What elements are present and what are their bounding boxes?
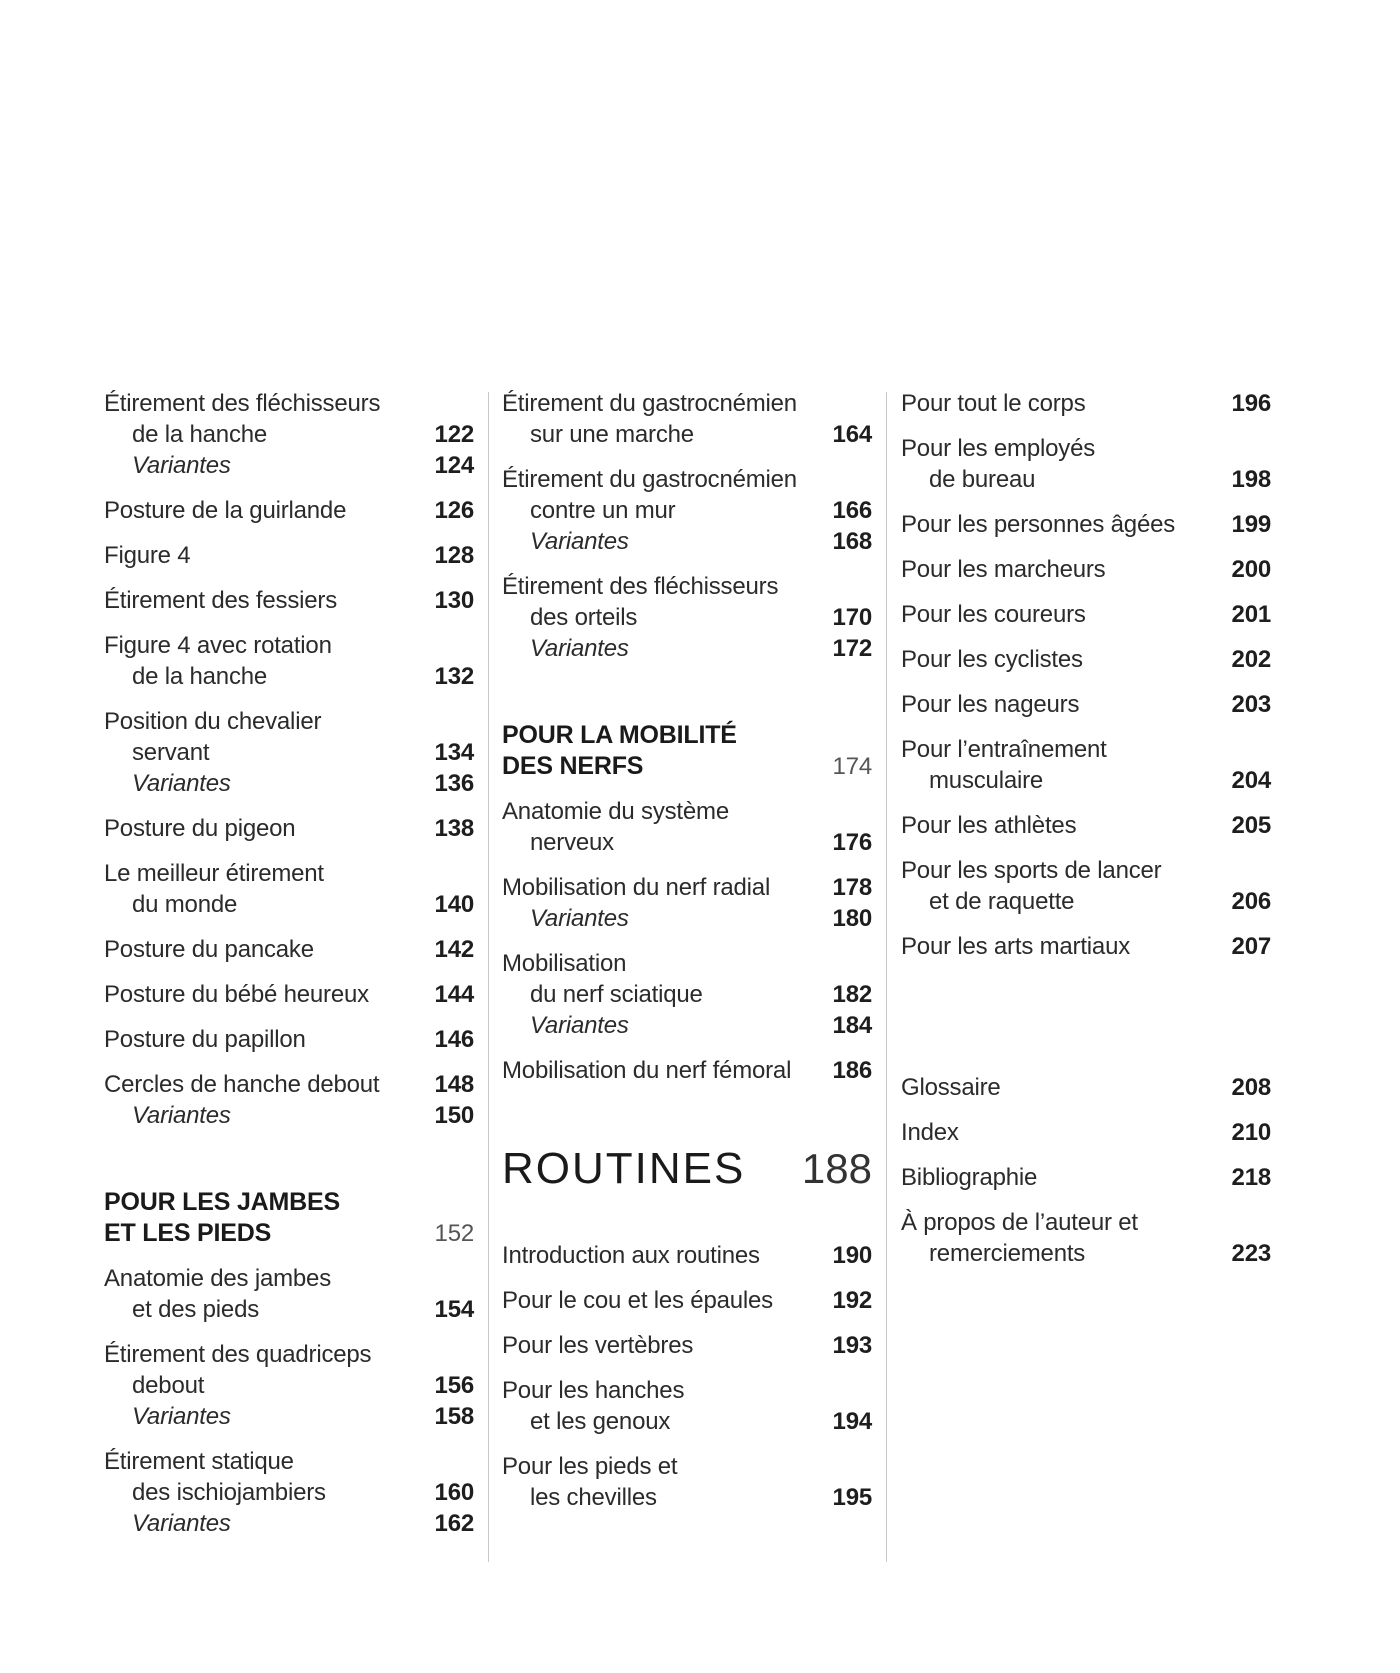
toc-entry-line: [502, 1451, 872, 1482]
toc-page-number: 156: [434, 1372, 474, 1399]
toc-page-number: 210: [1231, 1119, 1271, 1146]
toc-entry: [901, 810, 1271, 841]
toc-page-number: 218: [1231, 1164, 1271, 1191]
section-heading-line: DES NERFS: [502, 752, 644, 780]
toc-entry-line: [104, 979, 474, 1010]
toc-entry-line: [104, 1024, 474, 1055]
toc-entry-line: [104, 661, 474, 692]
toc-entry-title: Posture du bébé heureux: [104, 981, 369, 1008]
toc-entry-title: debout: [132, 1372, 205, 1399]
toc-entry: [502, 1285, 872, 1316]
toc-page-number: 204: [1231, 767, 1271, 794]
toc-entry-title: Index: [901, 1119, 959, 1146]
toc-entry-line: [104, 1370, 474, 1401]
toc-page-number: 124: [434, 452, 474, 479]
section-heading: [502, 720, 872, 782]
toc-entry-title: Mobilisation du nerf radial: [502, 874, 771, 901]
toc-entry-line: [502, 1406, 872, 1437]
toc-page-number: 168: [832, 528, 872, 555]
toc-entry: [104, 540, 474, 571]
toc-entry-line: [104, 1263, 474, 1294]
toc-entry: [901, 689, 1271, 720]
toc-page-number: 142: [434, 936, 474, 963]
toc-page-number: 184: [832, 1012, 872, 1039]
toc-entry: [502, 948, 872, 1041]
toc-entry-line: [901, 734, 1271, 765]
toc-page-number: 194: [832, 1408, 872, 1435]
toc-entry: [901, 554, 1271, 585]
toc-page-number: 170: [832, 604, 872, 631]
toc-variant-label: Variantes: [132, 452, 231, 479]
toc-entry: [901, 599, 1271, 630]
toc-page-number: 144: [434, 981, 474, 1008]
toc-entry: [901, 734, 1271, 796]
toc-entry-line: [502, 602, 872, 633]
toc-entry-line: [104, 388, 474, 419]
part-page-number: 188: [801, 1145, 872, 1192]
toc-page-number: 136: [434, 770, 474, 797]
toc-entry: [104, 388, 474, 481]
toc-page-number: 206: [1231, 888, 1271, 915]
toc-entry: [502, 1055, 872, 1086]
toc-group: [502, 388, 872, 664]
toc-entry-line: [104, 1508, 474, 1539]
toc-entry-line: [502, 796, 872, 827]
toc-entry-line: [901, 433, 1271, 464]
toc-group: [104, 388, 474, 1131]
toc-entry-title: Pour les nageurs: [901, 691, 1080, 718]
toc-entry-line: [901, 1207, 1271, 1238]
toc-entry-line: [502, 419, 872, 450]
toc-entry-title: Posture du pigeon: [104, 815, 296, 842]
section-heading-line: ET LES PIEDS: [104, 1219, 272, 1247]
toc-entry-title: Pour les pieds et: [502, 1453, 678, 1480]
toc-page-number: 126: [434, 497, 474, 524]
toc-entry-line: [502, 464, 872, 495]
toc-entry-title: sur une marche: [530, 421, 694, 448]
toc-page-number: 132: [434, 663, 474, 690]
toc-group: [901, 1072, 1271, 1269]
toc-entry-line: [901, 765, 1271, 796]
toc-entry-title: Étirement des fléchisseurs: [502, 573, 779, 600]
toc-entry-line: [104, 813, 474, 844]
toc-entry-title: remerciements: [929, 1240, 1086, 1267]
toc-page-number: 201: [1231, 601, 1271, 628]
toc-column-1: [104, 388, 474, 1553]
toc-entry-line: [901, 1162, 1271, 1193]
toc-entry-title: Cercles de hanche debout: [104, 1071, 380, 1098]
toc-entry-title: de la hanche: [132, 663, 268, 690]
toc-entry-line: [104, 1446, 474, 1477]
toc-entry-title: des orteils: [530, 604, 638, 631]
toc-page-number: 202: [1231, 646, 1271, 673]
toc-entry-title: Étirement des quadriceps: [104, 1341, 372, 1368]
toc-variant-label: Variantes: [132, 1403, 231, 1430]
toc-page-number: 180: [832, 905, 872, 932]
toc-entry-line: [502, 495, 872, 526]
toc-entry-title: Introduction aux routines: [502, 1242, 760, 1269]
toc-entry-line: [502, 979, 872, 1010]
toc-group: [502, 1240, 872, 1513]
spacer: [901, 976, 1271, 1072]
toc-entry-line: [104, 934, 474, 965]
toc-entry-title: de bureau: [929, 466, 1036, 493]
toc-entry-line: [901, 599, 1271, 630]
toc-page-number: 130: [434, 587, 474, 614]
toc-variant-label: Variantes: [132, 1102, 231, 1129]
toc-entry: [104, 813, 474, 844]
toc-entry-line: [104, 1069, 474, 1100]
toc-group: [104, 1263, 474, 1539]
section-page-number: 174: [832, 753, 872, 780]
toc-entry-line: [502, 526, 872, 557]
toc-entry-line: [901, 509, 1271, 540]
toc-entry-title: Pour les arts martiaux: [901, 933, 1131, 960]
part-title: ROUTINES: [502, 1144, 746, 1193]
toc-entry: [901, 931, 1271, 962]
toc-page-number: 138: [434, 815, 474, 842]
toc-page-number: 150: [434, 1102, 474, 1129]
toc-page-number: 164: [832, 421, 872, 448]
toc-entry: [104, 858, 474, 920]
toc-entry-line: [104, 419, 474, 450]
toc-entry: [502, 571, 872, 664]
toc-entry-title: Pour les coureurs: [901, 601, 1086, 628]
toc-entry: [502, 796, 872, 858]
toc-entry-title: Figure 4 avec rotation: [104, 632, 332, 659]
toc-entry-title: Étirement statique: [104, 1448, 294, 1475]
toc-entry-line: [104, 889, 474, 920]
toc-entry: [104, 1024, 474, 1055]
toc-entry-title: Posture de la guirlande: [104, 497, 347, 524]
toc-entry-title: Pour les cyclistes: [901, 646, 1083, 673]
toc-entry-title: Étirement des fléchisseurs: [104, 390, 381, 417]
toc-entry-title: servant: [132, 739, 210, 766]
toc-entry: [901, 855, 1271, 917]
toc-variant-label: Variantes: [530, 905, 629, 932]
toc-entry-title: À propos de l’auteur et: [901, 1209, 1138, 1236]
toc-entry: [104, 630, 474, 692]
toc-page-number: 176: [832, 829, 872, 856]
toc-entry-title: Pour les sports de lancer: [901, 857, 1162, 884]
toc-page-number: 186: [832, 1057, 872, 1084]
toc-page-number: 196: [1231, 390, 1271, 417]
column-divider: [488, 392, 489, 1562]
toc-entry: [104, 706, 474, 799]
toc-page-number: 223: [1231, 1240, 1271, 1267]
toc-entry-title: Position du chevalier: [104, 708, 322, 735]
toc-entry-title: Étirement du gastrocnémien: [502, 390, 797, 417]
toc-entry-line: [502, 827, 872, 858]
toc-entry: [502, 1375, 872, 1437]
toc-entry-title: des ischiojambiers: [132, 1479, 326, 1506]
toc-entry: [901, 1162, 1271, 1193]
toc-entry-line: [502, 903, 872, 934]
toc-entry-title: Étirement des fessiers: [104, 587, 338, 614]
toc-entry-line: [104, 585, 474, 616]
toc-entry-line: [104, 630, 474, 661]
toc-entry-line: [901, 931, 1271, 962]
toc-group: [901, 388, 1271, 962]
toc-page-number: 208: [1231, 1074, 1271, 1101]
toc-variant-label: Variantes: [132, 1510, 231, 1537]
toc-entry-title: les chevilles: [530, 1484, 657, 1511]
toc-entry-title: du monde: [132, 891, 238, 918]
toc-page-number: 198: [1231, 466, 1271, 493]
toc-page-number: 154: [434, 1296, 474, 1323]
toc-entry-title: Pour les athlètes: [901, 812, 1077, 839]
toc-entry-title: de la hanche: [132, 421, 268, 448]
toc-entry-line: [901, 1238, 1271, 1269]
toc-entry: [502, 872, 872, 934]
toc-page-number: 205: [1231, 812, 1271, 839]
toc-entry: [502, 1451, 872, 1513]
toc-entry-title: contre un mur: [530, 497, 676, 524]
toc-entry-title: Mobilisation du nerf fémoral: [502, 1057, 792, 1084]
toc-entry: [104, 585, 474, 616]
toc-entry: [104, 1339, 474, 1432]
toc-entry-line: [104, 1100, 474, 1131]
toc-page-number: 172: [832, 635, 872, 662]
toc-page-number: 162: [434, 1510, 474, 1537]
toc-variant-label: Variantes: [530, 635, 629, 662]
toc-page-number: 140: [434, 891, 474, 918]
toc-page-number: 178: [832, 874, 872, 901]
toc-entry-title: Mobilisation: [502, 950, 627, 977]
toc-entry-line: [104, 540, 474, 571]
toc-entry: [502, 1330, 872, 1361]
toc-entry-line: [502, 1330, 872, 1361]
toc-page-number: 207: [1231, 933, 1271, 960]
toc-page-number: 199: [1231, 511, 1271, 538]
toc-entry: [901, 1072, 1271, 1103]
toc-entry-title: et des pieds: [132, 1296, 260, 1323]
toc-page-number: 160: [434, 1479, 474, 1506]
toc-entry-title: Étirement du gastrocnémien: [502, 466, 797, 493]
toc-entry-line: [502, 571, 872, 602]
toc-entry-title: Le meilleur étirement: [104, 860, 324, 887]
toc-entry-title: et les genoux: [530, 1408, 671, 1435]
toc-entry-title: musculaire: [929, 767, 1044, 794]
toc-page-number: 190: [832, 1242, 872, 1269]
toc-entry: [901, 1117, 1271, 1148]
part-heading: [502, 1144, 872, 1194]
toc-column-2: [502, 388, 872, 1527]
toc-page-number: 182: [832, 981, 872, 1008]
toc-entry-line: [104, 858, 474, 889]
section-heading: [104, 1187, 474, 1249]
toc-entry-title: Bibliographie: [901, 1164, 1038, 1191]
toc-entry-title: du nerf sciatique: [530, 981, 703, 1008]
toc-entry-line: [901, 464, 1271, 495]
toc-entry-line: [502, 948, 872, 979]
toc-entry-line: [502, 1010, 872, 1041]
toc-variant-label: Variantes: [530, 1012, 629, 1039]
toc-entry-line: [104, 737, 474, 768]
toc-entry-title: Pour les marcheurs: [901, 556, 1106, 583]
toc-page-number: 166: [832, 497, 872, 524]
toc-entry: [502, 388, 872, 450]
toc-page-number: 192: [832, 1287, 872, 1314]
toc-entry-line: [104, 450, 474, 481]
toc-entry-title: Figure 4: [104, 542, 191, 569]
section-heading-line: POUR LA MOBILITÉ: [502, 721, 737, 749]
toc-group: [502, 796, 872, 1086]
toc-entry-line: [901, 886, 1271, 917]
toc-entry-line: [104, 1294, 474, 1325]
toc-entry-line: [901, 855, 1271, 886]
toc-entry: [104, 495, 474, 526]
toc-entry: [901, 1207, 1271, 1269]
toc-entry-title: Pour les employés: [901, 435, 1096, 462]
toc-entry-line: [104, 1401, 474, 1432]
toc-entry-line: [104, 768, 474, 799]
column-divider: [886, 392, 887, 1562]
toc-entry-title: Pour le cou et les épaules: [502, 1287, 773, 1314]
toc-entry: [901, 509, 1271, 540]
toc-column-3: [901, 388, 1271, 1283]
toc-entry-line: [104, 1339, 474, 1370]
toc-page-number: 200: [1231, 556, 1271, 583]
toc-entry-line: [502, 1285, 872, 1316]
toc-entry-title: Pour les vertèbres: [502, 1332, 694, 1359]
toc-page-number: 134: [434, 739, 474, 766]
toc-page-number: 148: [434, 1071, 474, 1098]
toc-entry-title: Pour tout le corps: [901, 390, 1086, 417]
toc-page-number: 203: [1231, 691, 1271, 718]
toc-page-number: 128: [434, 542, 474, 569]
toc-entry-title: Posture du papillon: [104, 1026, 306, 1053]
toc-entry-title: Glossaire: [901, 1074, 1001, 1101]
toc-entry-line: [104, 1477, 474, 1508]
toc-entry-line: [901, 810, 1271, 841]
toc-entry: [104, 1069, 474, 1131]
toc-entry-title: Anatomie du système: [502, 798, 729, 825]
toc-entry-line: [901, 689, 1271, 720]
section-heading-line: POUR LES JAMBES: [104, 1188, 340, 1216]
toc-entry-line: [502, 1482, 872, 1513]
toc-entry-line: [502, 1375, 872, 1406]
toc-entry-line: [104, 495, 474, 526]
toc-entry: [901, 433, 1271, 495]
toc-page-number: 158: [434, 1403, 474, 1430]
toc-page-number: 146: [434, 1026, 474, 1053]
toc-entry: [901, 644, 1271, 675]
toc-variant-label: Variantes: [530, 528, 629, 555]
toc-entry: [901, 388, 1271, 419]
toc-entry-title: Anatomie des jambes: [104, 1265, 331, 1292]
toc-entry-line: [901, 554, 1271, 585]
toc-entry-line: [901, 1117, 1271, 1148]
toc-entry-line: [502, 1240, 872, 1271]
toc-entry-line: [502, 1055, 872, 1086]
toc-entry-line: [502, 633, 872, 664]
toc-entry: [104, 1263, 474, 1325]
toc-entry-title: et de raquette: [929, 888, 1075, 915]
toc-entry-line: [901, 644, 1271, 675]
section-page-number: 152: [434, 1220, 474, 1247]
toc-entry-title: Pour l’entraînement: [901, 736, 1107, 763]
toc-entry: [502, 464, 872, 557]
toc-entry: [502, 1240, 872, 1271]
toc-entry-title: Pour les hanches: [502, 1377, 685, 1404]
toc-entry-title: Posture du pancake: [104, 936, 314, 963]
toc-entry-title: Pour les personnes âgées: [901, 511, 1176, 538]
toc-entry-line: [901, 1072, 1271, 1103]
toc-entry-line: [901, 388, 1271, 419]
toc-entry: [104, 1446, 474, 1539]
toc-entry-line: [502, 388, 872, 419]
toc-entry: [104, 934, 474, 965]
toc-entry-title: nerveux: [530, 829, 614, 856]
toc-page-number: 193: [832, 1332, 872, 1359]
toc-variant-label: Variantes: [132, 770, 231, 797]
toc-entry: [104, 979, 474, 1010]
toc-entry-line: [104, 706, 474, 737]
toc-page-number: 122: [434, 421, 474, 448]
toc-page-number: 195: [832, 1484, 872, 1511]
toc-entry-line: [502, 872, 872, 903]
